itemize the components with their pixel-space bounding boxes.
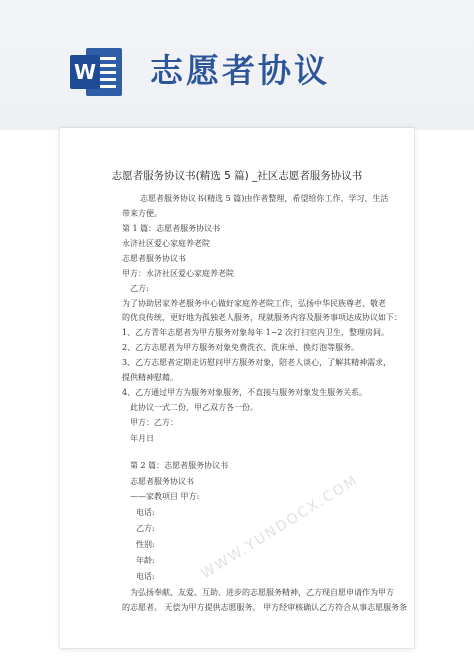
paragraph-line: 乙方: xyxy=(130,284,149,293)
paragraph-line: 的志愿者。 无偿为甲方提供志愿服务。 甲方经审核确认乙方符合从事志愿服务条 xyxy=(122,603,408,612)
paragraph-line: 志愿者服务协议书(精选 5 篇)由作者整理，希望给你工作、学习、生活 xyxy=(140,194,389,203)
paragraph-line: 为了协助居家养老服务中心做好家庭养老院工作，弘扬中华民族尊老、敬老 xyxy=(122,299,386,308)
word-icon-letter: W xyxy=(73,60,97,84)
paragraph-line: 提供精神慰藉。 xyxy=(122,373,178,382)
paragraph-line: 带来方便。 xyxy=(122,209,162,218)
paragraph-line: 永济社区爱心家庭养老院 xyxy=(122,239,210,248)
paragraph-line: 此协议一式二份，甲乙双方各一份。 xyxy=(130,403,258,412)
paragraph-line: 志愿者服务协议书 xyxy=(130,477,194,486)
top-banner xyxy=(0,0,474,130)
section-heading: 第 2 篇：志愿者服务协议书 xyxy=(130,461,229,470)
form-field-label: 性别: xyxy=(136,540,155,549)
form-field-label: 电话: xyxy=(136,572,155,581)
list-item: 1、乙方青年志愿者为甲方服务对象每年 1~2 次打扫室内卫生，整理房间。 xyxy=(122,328,390,337)
form-field-label: 乙方: xyxy=(136,524,155,533)
form-field-label: 电话: xyxy=(136,508,155,517)
document-title: 志愿者服务协议书(精选 5 篇) _社区志愿者服务协议书 xyxy=(111,170,363,182)
form-field-label: 年龄: xyxy=(136,556,155,565)
date-line: 年月日 xyxy=(130,434,154,443)
section-heading: 第 1 篇：志愿者服务协议书 xyxy=(122,224,221,233)
watermark: WWW.YUNDOCX.COM xyxy=(198,472,362,583)
list-item: 3、乙方志愿者定期走访慰问甲方服务对象，陪老人谈心，了解其精神需求， xyxy=(122,358,392,367)
list-item: 2、乙方志愿者为甲方服务对象免费洗衣、洗床单、换灯泡等服务。 xyxy=(122,343,360,352)
signature-line: 甲方：乙方： xyxy=(130,418,178,427)
word-document-icon xyxy=(66,42,126,102)
paragraph-line: 为弘扬奉献、友爱、互助、进步的志愿服务精神，乙方现自愿申请作为甲方 xyxy=(130,588,394,597)
paragraph-line: 的优良传统，更好地为孤独老人服务，现就服务内容及服务事项达成协议如下： xyxy=(122,313,402,322)
document-page xyxy=(60,128,414,648)
list-item: 4、乙方通过甲方为服务对象服务，不直接与服务对象发生服务关系。 xyxy=(122,388,368,397)
paragraph-line: ——家教项目 甲方: xyxy=(130,492,200,501)
banner-title: 志愿者协议 xyxy=(150,51,330,90)
paragraph-line: 甲方：永济社区爱心家庭养老院 xyxy=(122,269,234,278)
paragraph-line: 志愿者服务协议书 xyxy=(122,254,186,263)
